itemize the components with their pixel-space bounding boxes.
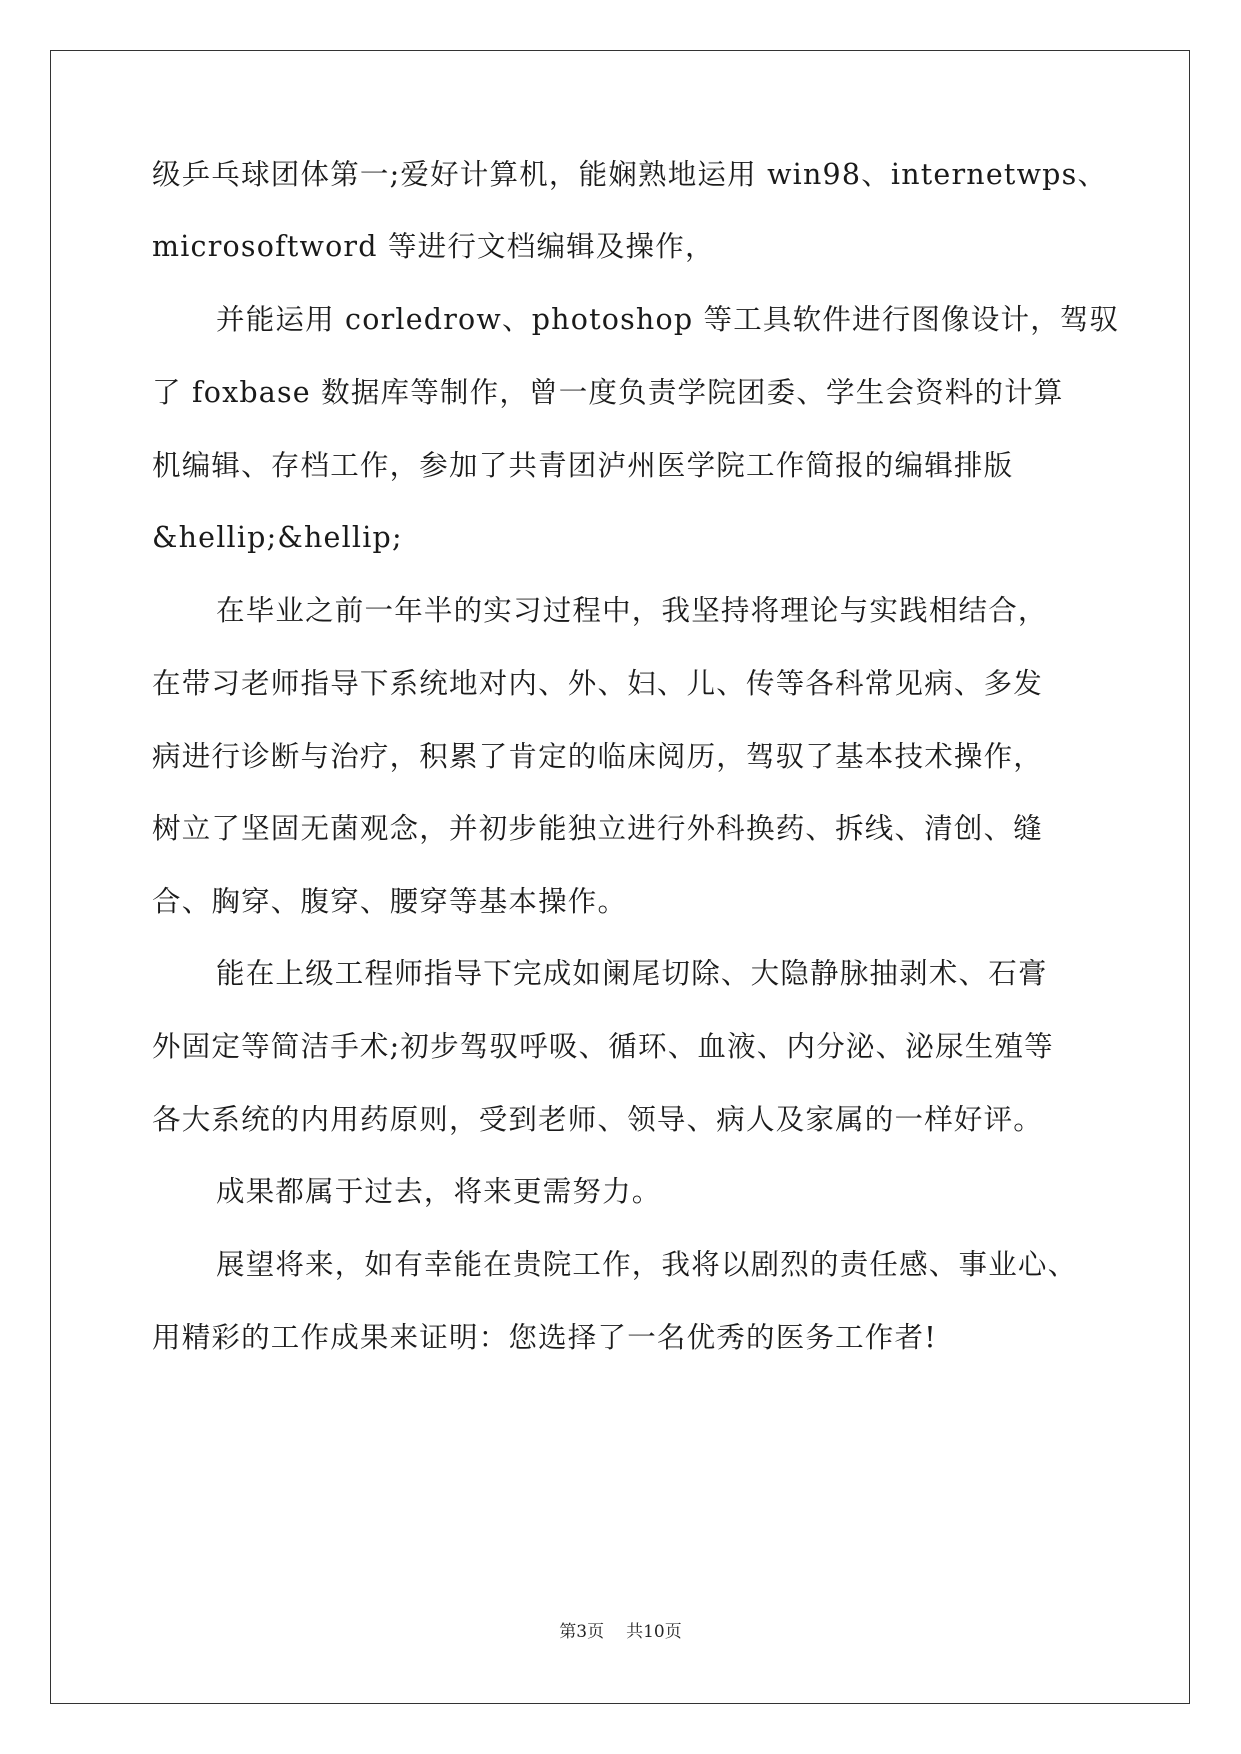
text-line: 在毕业之前一年半的实习过程中，我坚持将理论与实践相结合， — [216, 594, 1048, 627]
text-line: 树立了坚固无菌观念，并初步能独立进行外科换药、拆线、清创、缝 — [152, 812, 1044, 845]
page-number: 第3页 — [559, 1622, 605, 1642]
text-line: 在带习老师指导下系统地对内、外、妇、儿、传等各科常见病、多发 — [152, 667, 1044, 700]
text-line: 并能运用 corledrow、photoshop 等工具软件进行图像设计，驾驭 — [216, 303, 1120, 336]
text-line: 机编辑、存档工作，参加了共青团泸州医学院工作简报的编辑排版 — [152, 449, 1014, 482]
page-border — [50, 50, 1190, 1704]
text-line: 了 foxbase 数据库等制作，曾一度负责学院团委、学生会资料的计算 — [152, 376, 1064, 409]
text-line: 合、胸穿、腹穿、腰穿等基本操作。 — [152, 885, 628, 918]
text-line: 展望将来，如有幸能在贵院工作，我将以剧烈的责任感、事业心、 — [216, 1248, 1078, 1281]
text-line: 能在上级工程师指导下完成如阑尾切除、大隐静脉抽剥术、石膏 — [216, 957, 1048, 990]
text-line: 各大系统的内用药原则，受到老师、领导、病人及家属的一样好评。 — [152, 1103, 1044, 1136]
text-line: 病进行诊断与治疗，积累了肯定的临床阅历，驾驭了基本技术操作， — [152, 740, 1044, 773]
page-total: 共10页 — [626, 1622, 682, 1642]
text-line: &hellip;&hellip; — [152, 521, 403, 554]
text-line: 级乒乓球团体第一;爱好计算机，能娴熟地运用 win98、internetwps、 — [152, 158, 1108, 191]
text-line: 外固定等简洁手术;初步驾驭呼吸、循环、血液、内分泌、泌尿生殖等 — [152, 1030, 1054, 1063]
text-line: 用精彩的工作成果来证明：您选择了一名优秀的医务工作者! — [152, 1321, 937, 1354]
page-footer — [0, 1620, 1241, 1644]
text-line: microsoftword 等进行文档编辑及操作， — [152, 230, 715, 263]
text-line: 成果都属于过去，将来更需努力。 — [216, 1175, 662, 1208]
